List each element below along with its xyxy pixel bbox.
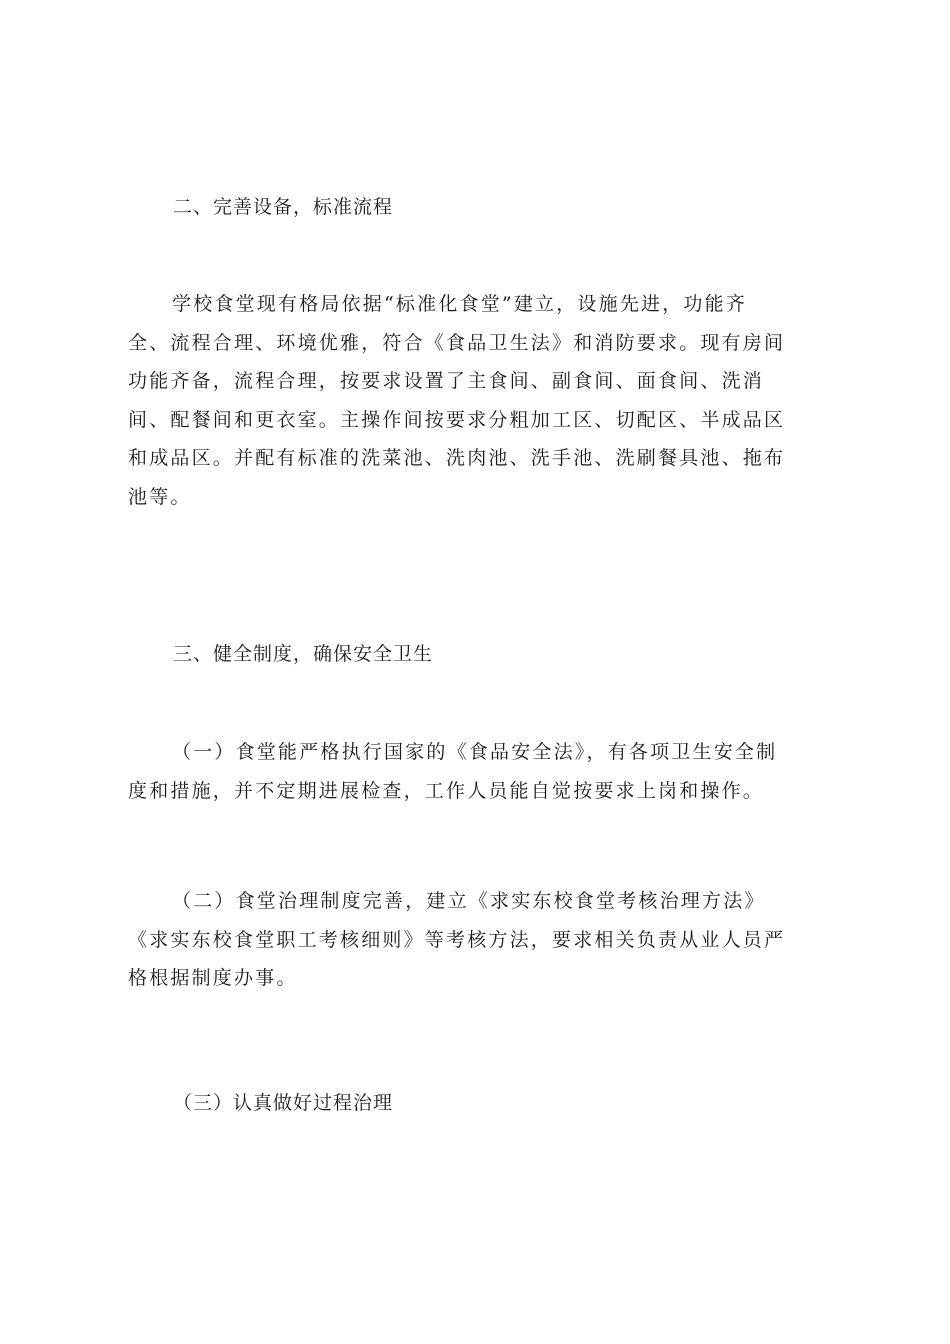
paragraph-line: 功能齐备，流程合理，按要求设置了主食间、副食间、面食间、洗消 xyxy=(128,370,765,392)
paragraph-line: 全、流程合理、环境优雅，符合《食品卫生法》和消防要求。现有房间 xyxy=(128,331,786,354)
section-3-item-2 xyxy=(128,882,832,998)
section-2-heading: 二、完善设备，标准流程 xyxy=(173,196,394,218)
section-3-item-3-heading: （三）认真做好过程治理 xyxy=(173,1092,394,1114)
paragraph-line: 度和措施，并不定期进展检查，工作人员能自觉按要求上岗和操作。 xyxy=(128,779,765,802)
paragraph-line: 格根据制度办事。 xyxy=(128,967,298,989)
paragraph-line: （一）食堂能严格执行国家的《食品安全法》，有各项卫生安全制 xyxy=(172,741,778,763)
paragraph-line: 学校食堂现有格局依据“标准化食堂”建立，设施先进，功能齐 xyxy=(172,293,748,315)
section-2-paragraph xyxy=(128,285,832,516)
paragraph-line: 池等。 xyxy=(128,485,192,508)
paragraph-line: （二）食堂治理制度完善，建立《求实东校食堂考核治理方法》 xyxy=(172,890,766,912)
paragraph-line: 和成品区。并配有标准的洗菜池、洗肉池、洗手池、洗刷餐具池、拖布 xyxy=(128,447,786,469)
paragraph-line: 间、配餐间和更衣室。主操作间按要求分粗加工区、切配区、半成品区 xyxy=(128,408,786,431)
paragraph-line: 《求实东校食堂职工考核细则》等考核方法，要求相关负责从业人员严 xyxy=(128,928,786,951)
section-3-item-1 xyxy=(128,733,832,810)
section-3-heading: 三、健全制度，确保安全卫生 xyxy=(173,643,434,665)
